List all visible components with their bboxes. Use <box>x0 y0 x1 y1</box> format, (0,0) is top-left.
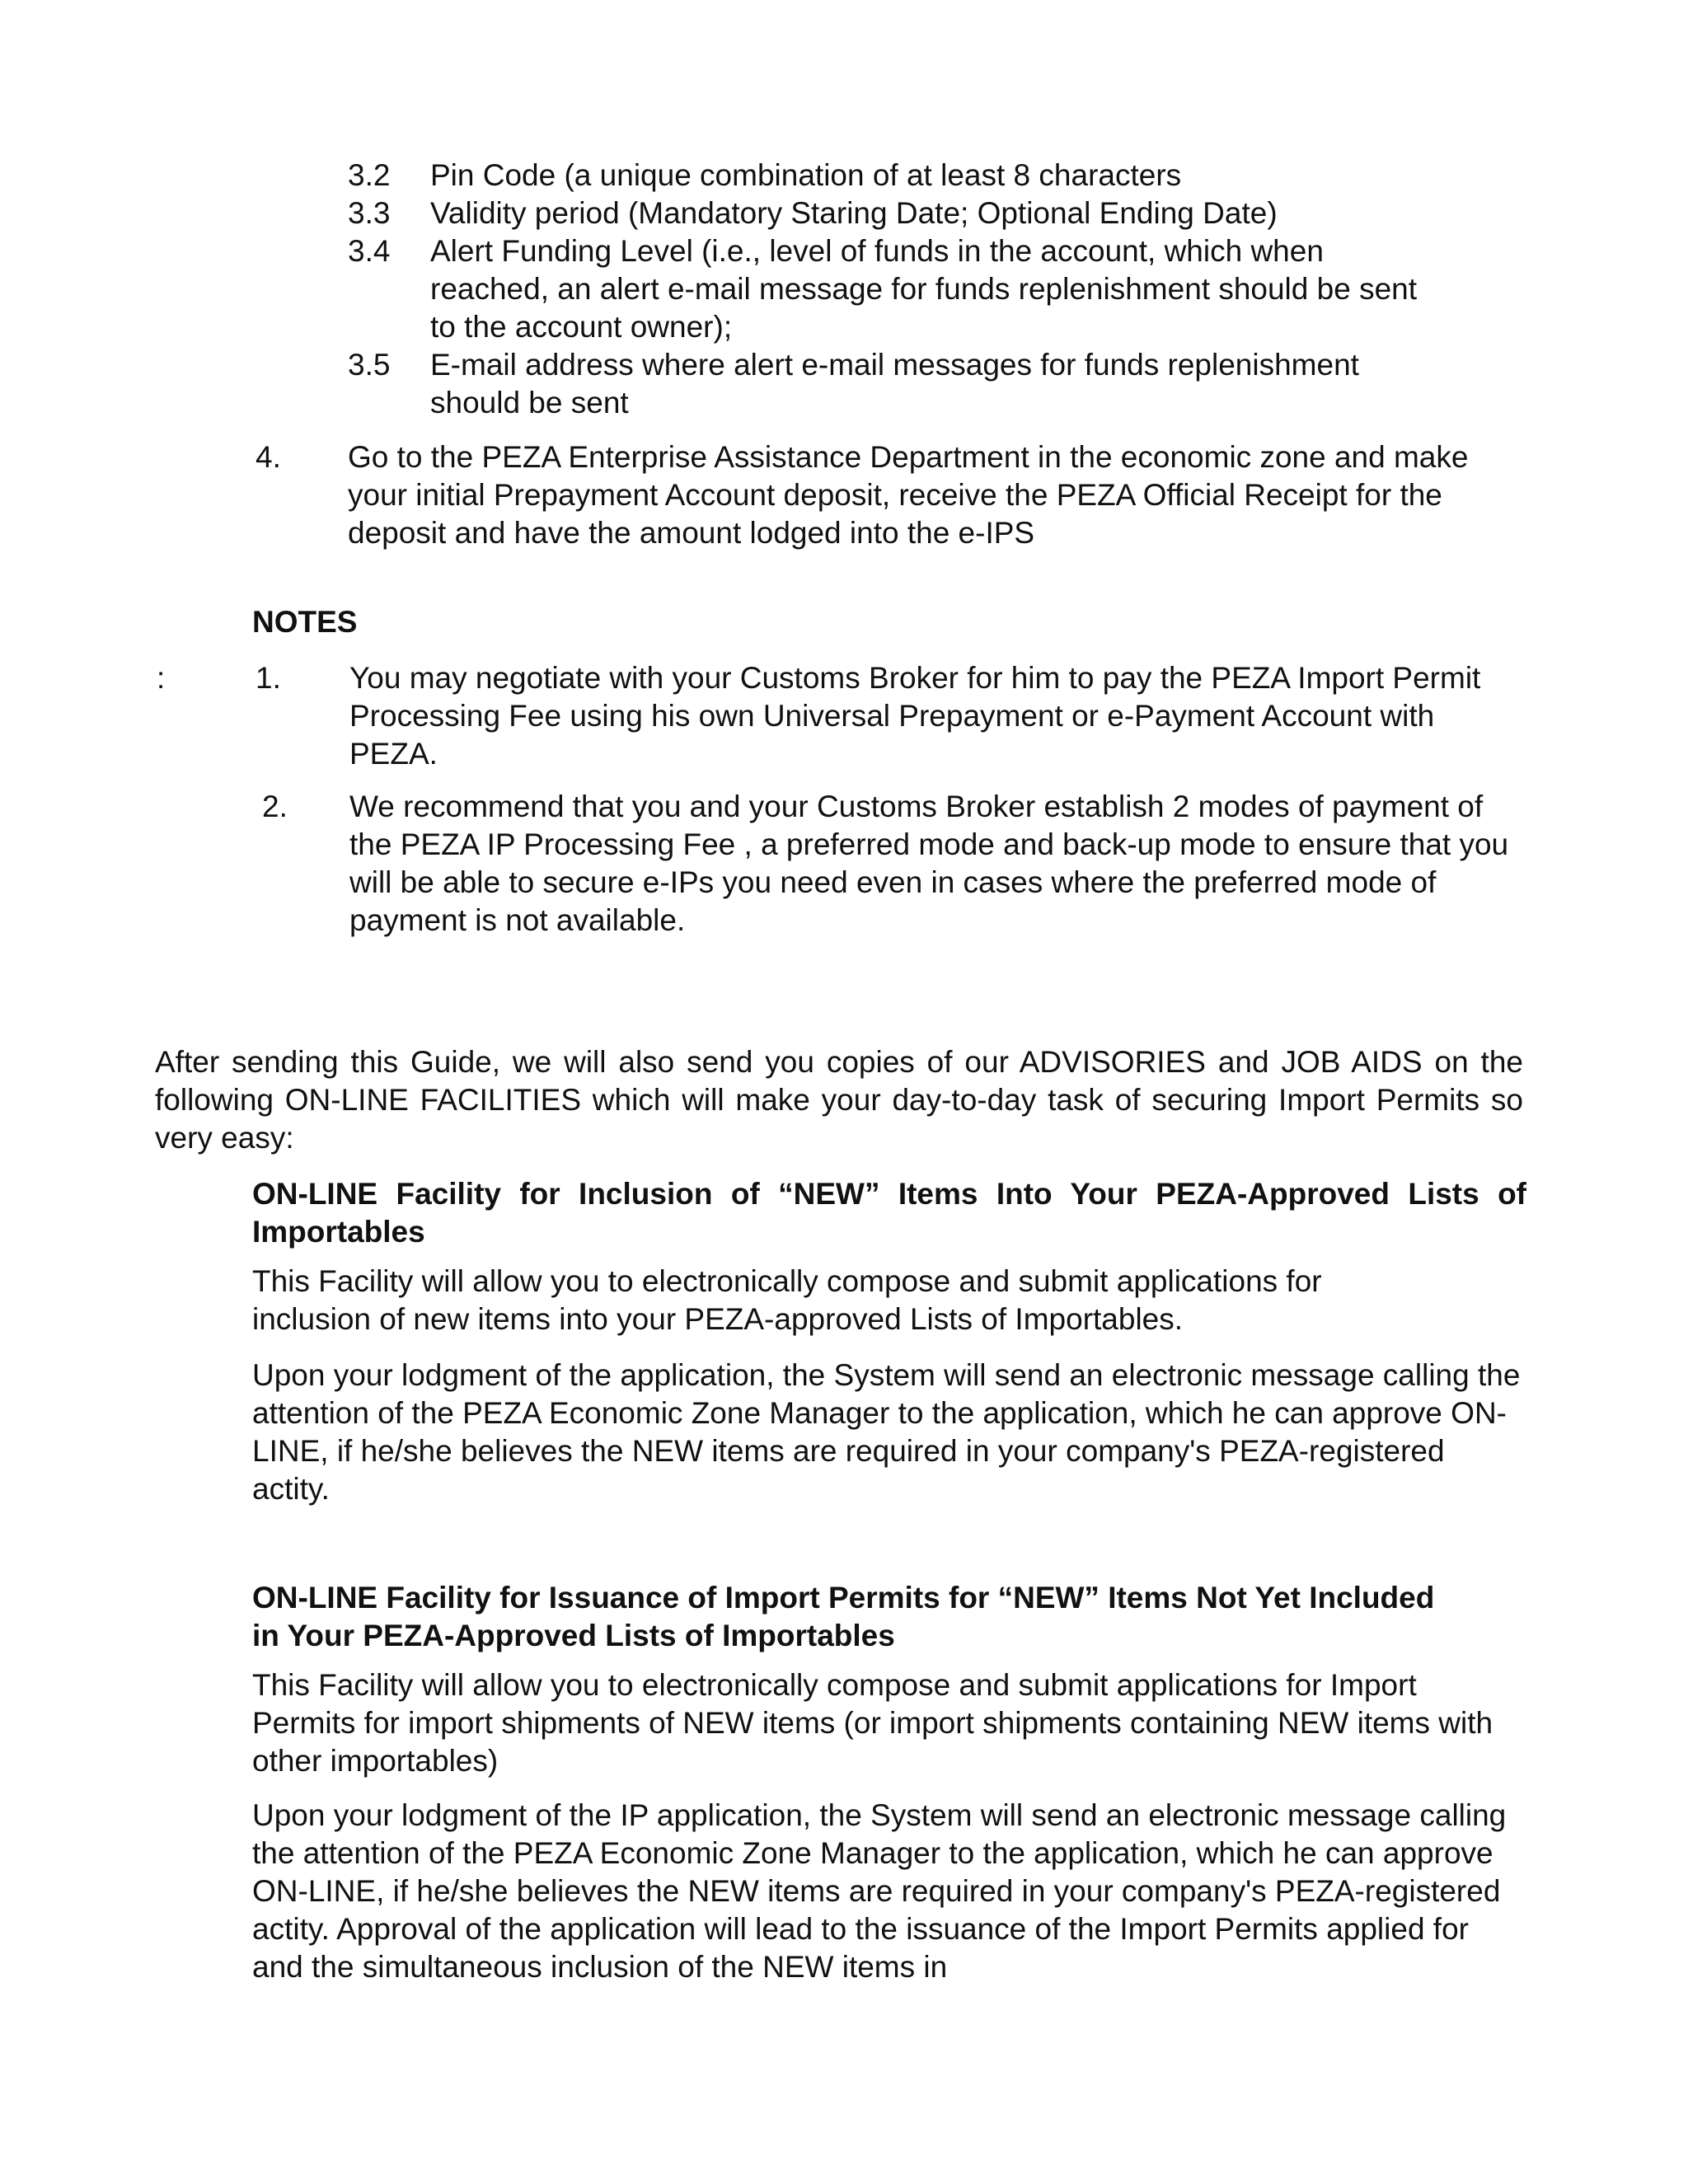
facility-1-para-1: This Facility will allow you to electronically compose and submit applications for inclusion of new items into your PEZA-approved Lists of Importables. <box>252 1264 1322 1336</box>
subitem-text: E-mail address where alert e-mail messages for funds replenishment should be sent <box>430 348 1359 419</box>
facility-1-para-2: Upon your lodgment of the application, the System will send an electronic message calling the attention of the PEZA Economic Zone Manager to the application, which he can approve ON-LINE, if he/she believes the NEW items are required in your company's PEZA-registered actity. <box>252 1358 1521 1506</box>
subitem-number: 3.5 <box>348 348 391 382</box>
facility-2-para-1: This Facility will allow you to electronically compose and submit applications for Import Permits for import shipments of NEW items (or import shipments containing NEW items with other importables) <box>252 1668 1493 1778</box>
subitem-number: 3.4 <box>348 234 391 268</box>
facility-2-para-2: Upon your lodgment of the IP application, the System will send an electronic message calling the attention of the PEZA Economic Zone Manager to the application, which he can approve ON-LINE, if he/she believes the NEW items are required in your company's PEZA-registered actity. Approval of the application will lead to the issuance of the Import Permits applied for and the simultaneous inclusion of the NEW items in <box>252 1798 1507 1984</box>
stray-colon: : <box>157 661 166 695</box>
note-text: You may negotiate with your Customs Broker for him to pay the PEZA Import Permit Processing Fee using his own Universal Prepayment or e-Payment Account with PEZA. <box>349 661 1481 771</box>
note-number: 2. <box>262 790 288 823</box>
note-number: 1. <box>256 661 281 695</box>
step-number: 4. <box>256 440 281 474</box>
note-text: We recommend that you and your Customs Broker establish 2 modes of payment of the PEZA IP Processing Fee , a preferred mode and back-up mode to ensure that you will be able to secure e-IPs you need even in cases where the preferred mode of payment is not available. <box>349 790 1509 937</box>
subitem-text: Pin Code (a unique combination of at least 8 characters <box>430 158 1182 192</box>
subitem-number: 3.2 <box>348 158 391 192</box>
step-text: Go to the PEZA Enterprise Assistance Department in the economic zone and make your initial Prepayment Account deposit, receive the PEZA Official Receipt for the deposit and have the amount lodged into the e-IPS <box>348 440 1469 550</box>
subitem-number: 3.3 <box>348 196 391 230</box>
facility-2-title: ON-LINE Facility for Issuance of Import Permits for “NEW” Items Not Yet Included in Your PEZA-Approved Lists of Importables <box>252 1581 1435 1652</box>
facility-1-title: ON-LINE Facility for Inclusion of “NEW” Items Into Your PEZA-Approved Lists of Importables <box>252 1177 1526 1249</box>
notes-heading: NOTES <box>252 605 358 639</box>
subitem-text: Validity period (Mandatory Staring Date; Optional Ending Date) <box>430 196 1278 230</box>
subitem-text: Alert Funding Level (i.e., level of funds in the account, which when reached, an alert e-mail message for funds replenishment should be sent to the account owner); <box>430 234 1418 344</box>
intro-paragraph: After sending this Guide, we will also send you copies of our ADVISORIES and JOB AIDS on the following ON-LINE FACILITIES which will make your day-to-day task of securing Import Permits so very easy: <box>155 1045 1523 1155</box>
